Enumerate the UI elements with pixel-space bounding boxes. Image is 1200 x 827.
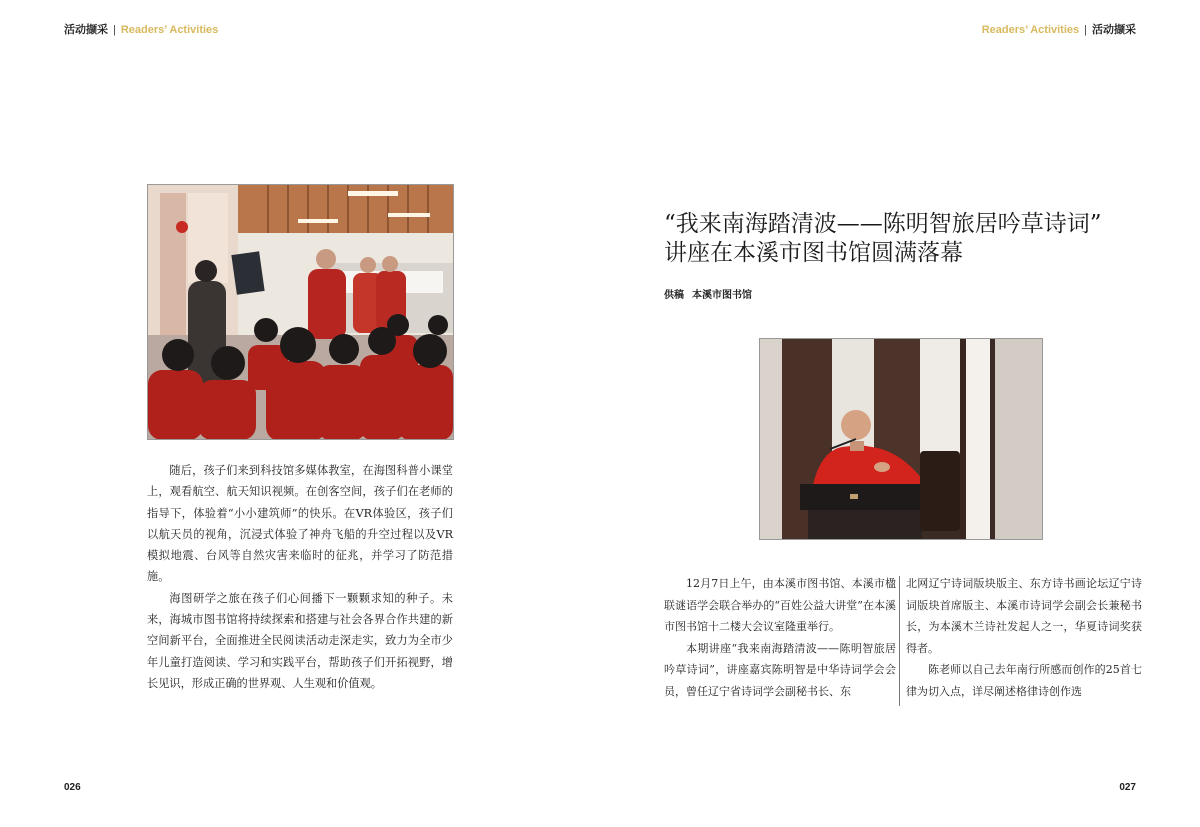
lecturer-photo (759, 338, 1043, 540)
body-paragraph: 12月7日上午，由本溪市图书馆、本溪市楹联谜语学会联合举办的“百姓公益大讲堂”在本溪市图书馆十二楼大会议室隆重举行。 (664, 577, 896, 634)
page-number-left: 026 (64, 782, 81, 793)
section-name-en: Readers’ Activities (120, 24, 219, 36)
byline (664, 286, 752, 301)
section-name-en: Readers’ Activities (981, 24, 1080, 36)
body-paragraph: 陈老师以自己去年南行所感而创作的25首七律为切入点，详尽阐述格律诗创作选 (906, 663, 1142, 698)
running-header-right (982, 21, 1136, 37)
header-divider: | (1084, 24, 1087, 36)
children-visit-photo (147, 184, 454, 440)
page-number-right: 027 (1119, 782, 1136, 793)
left-article-body (147, 460, 453, 694)
column-divider (899, 576, 900, 706)
article-column-1 (664, 573, 896, 703)
section-name-cn: 活动撷采 (64, 24, 108, 36)
byline-label: 供稿 (664, 290, 684, 301)
body-paragraph: 北网辽宁诗词版块版主、东方诗书画论坛辽宁诗词版块首席版主、本溪市诗词学会副会长兼秘书长，为本溪木兰诗社发起人之一，华夏诗词奖获得者。 (906, 577, 1142, 655)
body-paragraph: 海图研学之旅在孩子们心间播下一颗颗求知的种子。未来，海城市图书馆将持续探索和搭建与社会各界合作共建的新空间新平台，全面推进全民阅读活动走深走实，致力为全市少年儿童打造阅读、学习和实践平台，帮助孩子们开拓视野，增长见识，形成正确的世界观、人生观和价值观。 (147, 591, 453, 690)
byline-source: 本溪市图书馆 (692, 290, 752, 301)
header-divider: | (113, 24, 116, 36)
article-title (664, 210, 1144, 268)
article-title-line: 讲座在本溪市图书馆圆满落幕 (664, 240, 963, 266)
body-paragraph: 本期讲座“我来南海踏清波——陈明智旅居吟草诗词”，讲座嘉宾陈明智是中华诗词学会会员，曾任辽宁省诗词学会副秘书长、东 (664, 641, 896, 698)
body-paragraph: 随后，孩子们来到科技馆多媒体教室，在海图科普小课堂上，观看航空、航天知识视频。在创客空间，孩子们在老师的指导下，体验着“小小建筑师”的快乐。在VR体验区，孩子们以航天员的视角，沉浸式体验了神舟飞船的升空过程以及VR模拟地震、台风等自然灾害来临时的征兆，并学习了防范措施。 (147, 464, 453, 584)
article-column-2 (906, 573, 1142, 703)
children-visit-illustration (148, 185, 453, 439)
running-header-left (64, 21, 218, 37)
article-title-line: “我来南海踏清波——陈明智旅居吟草诗词” (664, 211, 1102, 237)
lecturer-illustration (760, 339, 1042, 539)
section-name-cn: 活动撷采 (1092, 24, 1136, 36)
